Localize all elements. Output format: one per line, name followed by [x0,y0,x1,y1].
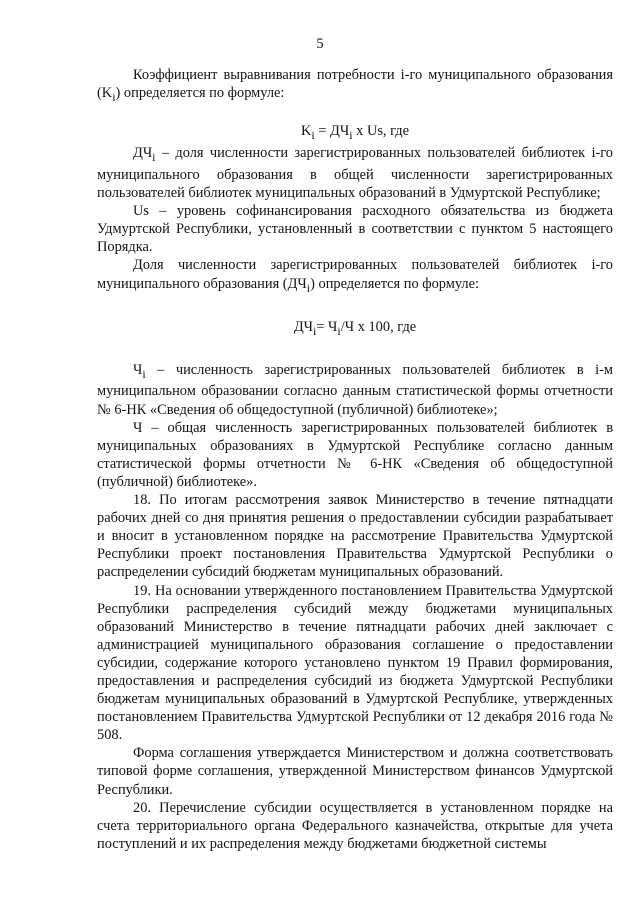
formula-share: $ДЧ_i= Ч_i/Ч$ x 100, где [293,318,417,338]
paragraph-total-users-definition: Ч – общая численность зарегистрированных пользователей библиотек в муниципальных образованиях в Удмуртской Республике согласно данным статистической формы отчетности № 6-НК «Сведения об общедоступной (публичной) библиотеке». [97,419,613,490]
paragraph-item-20: 20. Перечисление субсидии осуществляется в установленном порядке на счета территориального органа Федерального казначейства, открытые для учета поступлений и их распределения между бюджетами бюджетной системы [97,799,613,852]
page-number: 5 [316,36,324,52]
paragraph-coefficient-intro: Коэффициент выравнивания потребности i-го муниципального образования $(K_i)$ определяется по формуле: [97,67,613,104]
paragraph-users-count-definition: $Ч_i$ – численность зарегистрированных пользователей библиотек в i-м муниципальном образовании согласно данным статистической формы отчетности № 6-НК «Сведения об общедоступной (публичной) библиотеке»; [97,361,613,418]
paragraph-share-intro: Доля численности зарегистрированных пользователей библиотек i-го муниципального образования $(ДЧ_i)$ определяется по формуле: [97,257,613,295]
paragraph-item-19: 19. На основании утвержденного постановлением Правительства Удмуртской Республики распределения субсидий между бюджетами муниципальных образований Министерство в течение пятнадцати рабочих дней заключает с администрацией муниципального образования соглашение о предоставлении субсидии, содержание которого установлено пунктом 19 Правил формирования, предоставления и распределения субсидий из бюджета Удмуртской Республики бюджетам муниципальных образований в Удмуртской Республике, утвержденных постановлением Правительства Удмуртской Республики от 12 декабря 2016 года № 508. [97,582,613,744]
paragraph-share-definition: $ДЧ_i$ – доля численности зарегистрированных пользователей библиотек i-го муниципального образования в общей численности зарегистрированных пользователей библиотек муниципальных образований в Удмуртской Республике; [97,145,613,202]
paragraph-agreement-form: Форма соглашения утверждается Министерством и должна соответствовать типовой форме соглашения, утвержденной Министерством финансов Удмуртской Республики. [97,745,613,798]
formula-coefficient: $K_i = ДЧ_i$ x Us, где [300,123,410,142]
document-body [97,66,613,853]
paragraph-item-18: 18. По итогам рассмотрения заявок Министерство в течение пятнадцати рабочих дней со дня принятия решения о предоставлении субсидии разрабатывает и вносит в установленном порядке на рассмотрение Правительства Удмуртской Республики проект постановления Правительства Удмуртской Республики о распределении субсидий бюджетам муниципальных образований. [97,492,613,581]
paragraph-us-definition: Us – уровень софинансирования расходного обязательства из бюджета Удмуртской Республики, установленный в соответствии с пунктом 5 настоящего Порядка. [97,203,613,256]
